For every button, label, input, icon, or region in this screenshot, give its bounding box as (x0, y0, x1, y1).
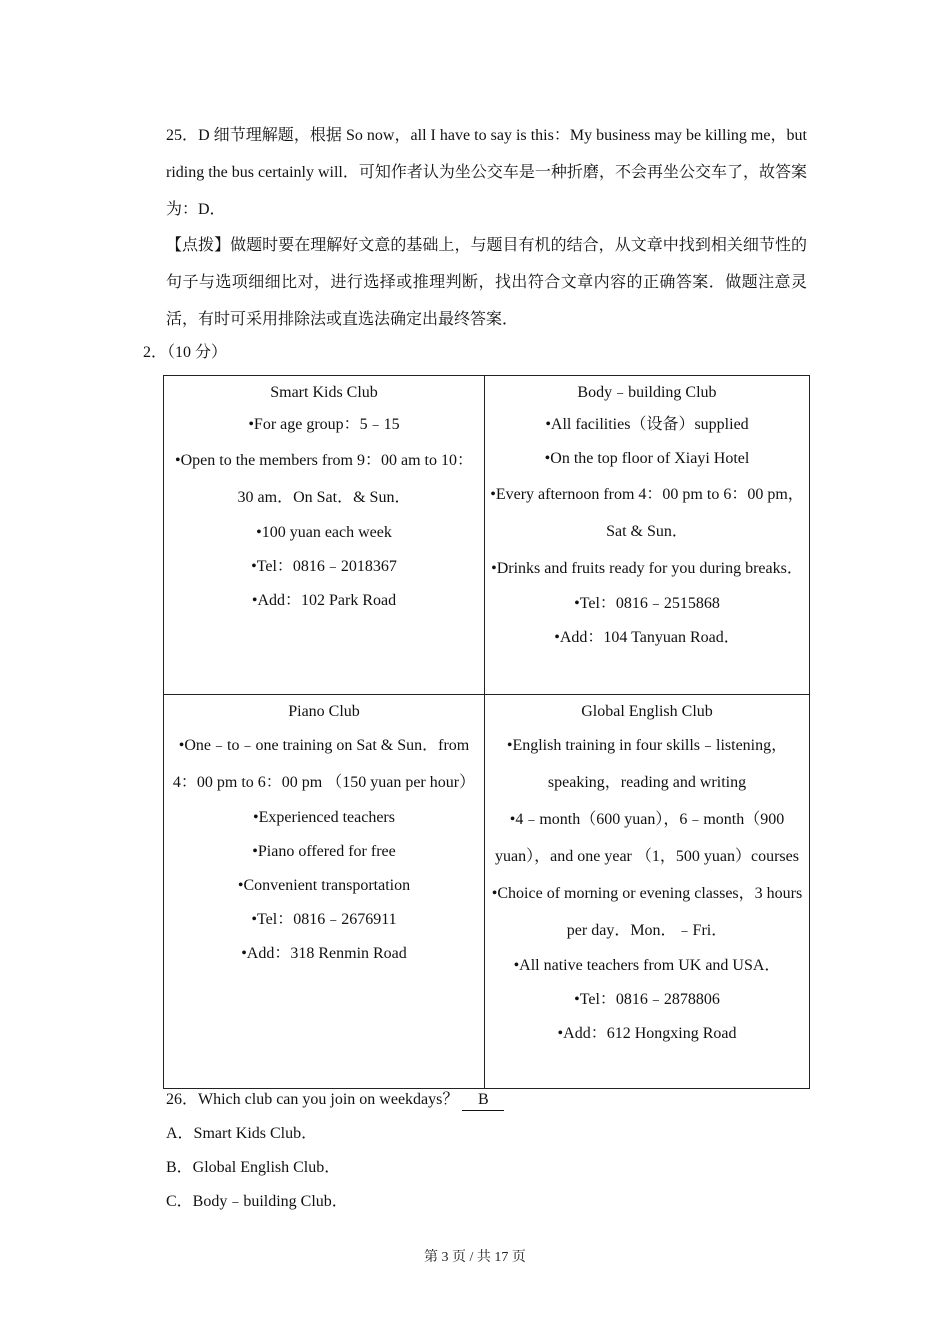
club-item: •Add：318 Renmin Road (241, 945, 407, 962)
club-item: •One﹣to﹣one training on Sat & Sun．from 4：00 pm to 6：00 pm （150 yuan per hour） (172, 737, 476, 791)
club-item: •4﹣month（600 yuan），6﹣month（900 yuan），and one year （1，500 yuan）courses (495, 811, 799, 865)
option-b: B．Global English Club． (166, 1159, 341, 1176)
option-c: C．Body﹣building Club． (166, 1193, 348, 1210)
club-item: •All native teachers from UK and USA． (513, 957, 781, 974)
question-stem: 26．Which club can you join on weekdays？ (166, 1091, 459, 1108)
section-heading: 2．（10 分） (143, 344, 228, 361)
body-building-club-cell (485, 376, 810, 695)
clubs-table (163, 375, 810, 1089)
club-title: Global English Club (581, 703, 713, 720)
table-row (164, 376, 810, 695)
club-item: •Add：104 Tanyuan Road． (554, 629, 740, 646)
option-a: A．Smart Kids Club． (166, 1125, 318, 1142)
club-item: •For age group：5﹣15 (248, 416, 400, 433)
club-item: •On the top floor of Xiayi Hotel (544, 450, 750, 467)
club-title: Smart Kids Club (270, 384, 378, 401)
club-item: •Add：612 Hongxing Road (557, 1025, 737, 1042)
club-item: •Tel：0816﹣2018367 (251, 558, 397, 575)
club-item: •Tel：0816﹣2676911 (251, 911, 397, 928)
club-item: •Piano offered for free (252, 843, 396, 860)
answer-blank: B (462, 1090, 504, 1111)
page-footer: 第 3 页 / 共 17 页 (424, 1250, 526, 1265)
answer-25-explanation: 25．D 细节理解题，根据 So now，all I have to say is this：My business may be killing me，but riding the bus certainly will．可知作者认为坐公交车是一种折磨，不会再坐公交车了，故答案为：D． (166, 127, 807, 218)
club-item: •Choice of morning or evening classes，3 hours per day．Mon．﹣Fri． (491, 885, 803, 939)
table-row (164, 695, 810, 1089)
club-item: •Experienced teachers (253, 809, 395, 826)
club-item: •Convenient transportation (237, 877, 411, 894)
piano-club-cell (164, 695, 485, 1089)
club-item: •Tel：0816﹣2515868 (574, 595, 720, 612)
club-item: •Tel：0816﹣2878806 (574, 991, 720, 1008)
club-item: •Open to the members from 9：00 am to 10：30 am．On Sat．& Sun． (175, 452, 473, 506)
smart-kids-club-cell (164, 376, 485, 695)
club-item: •Drinks and fruits ready for you during breaks． (491, 560, 803, 577)
club-item: •All facilities（设备）supplied (545, 416, 749, 433)
club-title: Piano Club (288, 703, 360, 720)
club-item: •Add：102 Park Road (251, 592, 397, 609)
club-item: •English training in four skills﹣listening，speaking，reading and writing (506, 737, 788, 791)
global-english-club-cell (485, 695, 810, 1089)
club-title: Body﹣building Club (577, 384, 717, 401)
club-item: •100 yuan each week (256, 524, 392, 541)
club-item: •Every afternoon from 4：00 pm to 6：00 pm，Sat & Sun． (490, 486, 804, 540)
tip-paragraph: 【点拨】做题时要在理解好文意的基础上，与题目有机的结合，从文章中找到相关细节性的句子与选项细细比对，进行选择或推理判断，找出符合文章内容的正确答案．做题注意灵活，有时可采用排除法或直选法确定出最终答案． (166, 237, 807, 328)
question-26 (166, 1087, 504, 1113)
